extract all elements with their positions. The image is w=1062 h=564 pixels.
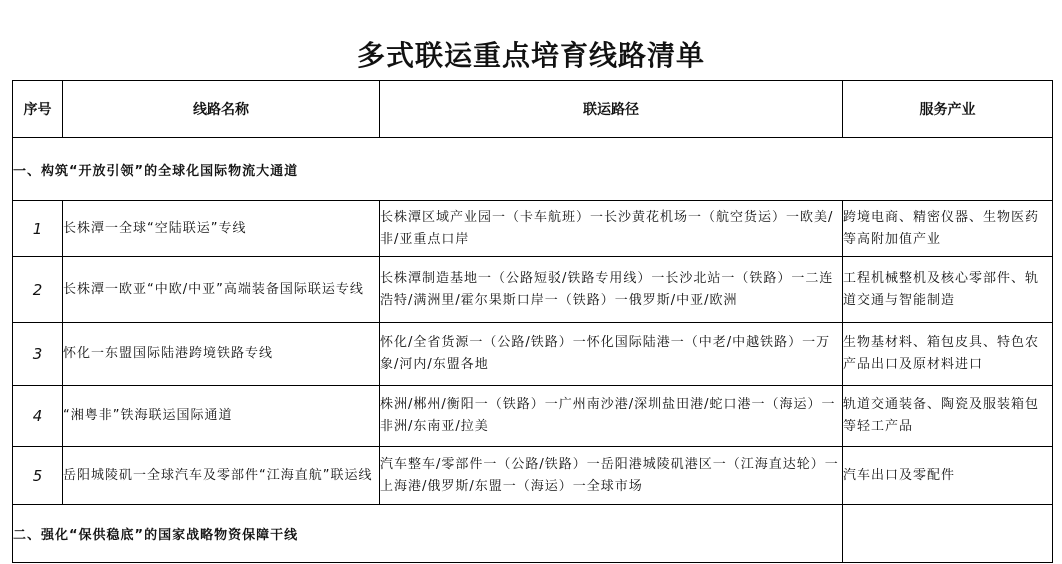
row-route-path: 长株潭区域产业园一（卡车航班）一长沙黄花机场一（航空货运）一欧美/非/亚重点口岸 xyxy=(380,201,843,257)
header-seq: 序号 xyxy=(13,81,63,138)
table-row xyxy=(13,201,1053,257)
row-route-name: 长株潭一欧亚“中欧/中亚”高端装备国际联运专线 xyxy=(63,257,380,323)
row-route-path: 汽车整车/零部件一（公路/铁路）一岳阳港城陵矶港区一（江海直达轮）一上海港/俄罗斯/东盟一（海运）一全球市场 xyxy=(380,447,843,505)
table-row xyxy=(13,386,1053,447)
row-industry: 生物基材料、箱包皮具、特色农产品出口及原材料进口 xyxy=(843,323,1053,386)
table-header-row xyxy=(13,81,1053,138)
row-industry: 汽车出口及零配件 xyxy=(843,447,1053,505)
row-industry: 工程机械整机及核心零部件、轨道交通与智能制造 xyxy=(843,257,1053,323)
row-industry: 轨道交通装备、陶瓷及服装箱包等轻工产品 xyxy=(843,386,1053,447)
row-route-name: 怀化一东盟国际陆港跨境铁路专线 xyxy=(63,323,380,386)
header-route-path: 联运路径 xyxy=(380,81,843,138)
section-row xyxy=(13,138,1053,201)
table-row xyxy=(13,257,1053,323)
row-seq: 1 xyxy=(13,201,63,257)
row-seq: 2 xyxy=(13,257,63,323)
row-seq: 4 xyxy=(13,386,63,447)
row-route-name: 长株潭一全球“空陆联运”专线 xyxy=(63,201,380,257)
section-row xyxy=(13,505,1053,563)
table-row xyxy=(13,447,1053,505)
row-seq: 5 xyxy=(13,447,63,505)
header-industry: 服务产业 xyxy=(843,81,1053,138)
header-route-name: 线路名称 xyxy=(63,81,380,138)
row-route-name: “湘粤非”铁海联运国际通道 xyxy=(63,386,380,447)
empty-cell xyxy=(843,505,1053,563)
page-title: 多式联运重点培育线路清单 xyxy=(356,39,705,72)
section-heading: 二、强化“保供稳底”的国家战略物资保障干线 xyxy=(13,505,843,563)
row-seq: 3 xyxy=(13,323,63,386)
section-heading: 一、构筑“开放引领”的全球化国际物流大通道 xyxy=(13,138,1053,201)
row-route-path: 怀化/全省货源一（公路/铁路）一怀化国际陆港一（中老/中越铁路）一万象/河内/东盟各地 xyxy=(380,323,843,386)
route-table xyxy=(12,80,1053,563)
table-row xyxy=(13,323,1053,386)
row-route-path: 长株潭制造基地一（公路短驳/铁路专用线）一长沙北站一（铁路）一二连浩特/满洲里/霍尔果斯口岸一（铁路）一俄罗斯/中亚/欧洲 xyxy=(380,257,843,323)
row-route-name: 岳阳城陵矶一全球汽车及零部件“江海直航”联运线 xyxy=(63,447,380,505)
row-industry: 跨境电商、精密仪器、生物医药等高附加值产业 xyxy=(843,201,1053,257)
row-route-path: 株洲/郴州/衡阳一（铁路）一广州南沙港/深圳盐田港/蛇口港一（海运）一非洲/东南亚/拉美 xyxy=(380,386,843,447)
